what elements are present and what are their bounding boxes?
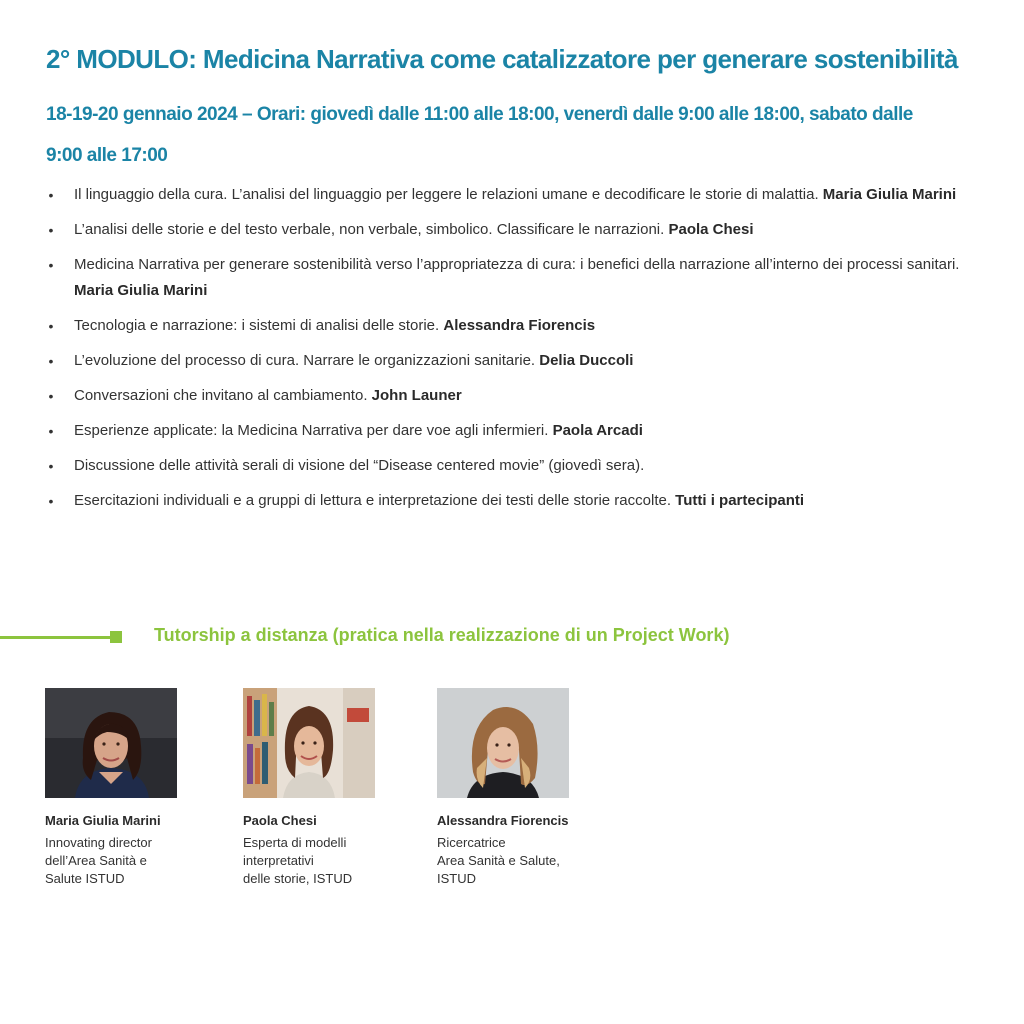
topic-speaker: John Launer: [371, 387, 462, 404]
person-role: Esperta di modelli interpretativi delle storie, ISTUD: [243, 835, 353, 886]
topic-text: Conversazioni che invitano al cambiamento.: [74, 387, 372, 404]
topic-text: Esperienze applicate: la Medicina Narrativa per dare voe agli infermieri.: [74, 422, 553, 439]
portrait-photo: [243, 688, 375, 798]
section-divider-line: [0, 636, 113, 639]
list-item: [46, 418, 981, 444]
person-card-marini: [45, 688, 225, 888]
person-name: Maria Giulia Marini: [45, 813, 161, 828]
topic-speaker: Maria Giulia Marini: [74, 282, 208, 299]
bullet-icon: •: [48, 187, 54, 203]
topic-speaker: Alessandra Fiorencis: [443, 317, 596, 334]
list-item: [46, 252, 981, 304]
list-item: [46, 453, 981, 479]
bullet-icon: •: [48, 458, 54, 474]
section-marker-square: [110, 631, 122, 643]
topic-list: [46, 182, 981, 523]
bullet-icon: •: [48, 423, 54, 439]
list-item: [46, 182, 981, 208]
topic-text: Il linguaggio della cura. L’analisi del linguaggio per leggere le relazioni umane e decodificare le storie di malattia.: [74, 186, 823, 203]
portrait-photo: [45, 688, 177, 798]
person-name: Alessandra Fiorencis: [437, 813, 569, 828]
bullet-icon: •: [48, 493, 54, 509]
topic-speaker: Paola Chesi: [668, 221, 754, 238]
topic-text: Tecnologia e narrazione: i sistemi di analisi delle storie.: [74, 317, 444, 334]
list-item: [46, 313, 981, 339]
person-card-fiorencis: [437, 688, 617, 888]
topic-text: Esercitazioni individuali e a gruppi di lettura e interpretazione dei testi delle storie raccolte.: [74, 492, 676, 509]
person-card-chesi: [243, 688, 423, 888]
list-item: [46, 217, 981, 243]
topic-text: Discussione delle attività serali di visione del “Disease centered movie” (giovedì sera).: [74, 457, 645, 474]
topic-speaker: Paola Arcadi: [552, 422, 643, 439]
topic-text: Medicina Narrativa per generare sostenibilità verso l’appropriatezza di cura: i benefici della narrazione all’interno dei processi sanitari.: [74, 256, 960, 273]
module-title: 2° MODULO: Medicina Narrativa come catalizzatore per generare sostenibilità: [46, 44, 958, 74]
person-role: Ricercatrice Area Sanità e Salute, ISTUD: [437, 835, 560, 886]
topic-speaker: Delia Duccoli: [539, 352, 634, 369]
list-item: [46, 383, 981, 409]
person-role: Innovating director dell’Area Sanità e Salute ISTUD: [45, 835, 152, 886]
topic-speaker: Tutti i partecipanti: [675, 492, 805, 509]
topic-speaker: Maria Giulia Marini: [822, 186, 957, 203]
topic-text: L’evoluzione del processo di cura. Narrare le organizzazioni sanitarie.: [74, 352, 540, 369]
topic-text: L’analisi delle storie e del testo verbale, non verbale, simbolico. Classificare le narrazioni.: [74, 221, 669, 238]
list-item: [46, 348, 981, 374]
portrait-photo: [437, 688, 569, 798]
bullet-icon: •: [48, 222, 54, 238]
bullet-icon: •: [48, 257, 54, 273]
bullet-icon: •: [48, 388, 54, 404]
person-name: Paola Chesi: [243, 813, 317, 828]
bullet-icon: •: [48, 353, 54, 369]
module-dates: 18-19-20 gennaio 2024 – Orari: giovedì dalle 11:00 alle 18:00, venerdì dalle 9:00 alle 18:00, sabato dalle 9:00 alle 17:00: [46, 104, 913, 166]
list-item: [46, 488, 981, 514]
bullet-icon: •: [48, 318, 54, 334]
tutorship-title: Tutorship a distanza (pratica nella realizzazione di un Project Work): [154, 625, 730, 645]
